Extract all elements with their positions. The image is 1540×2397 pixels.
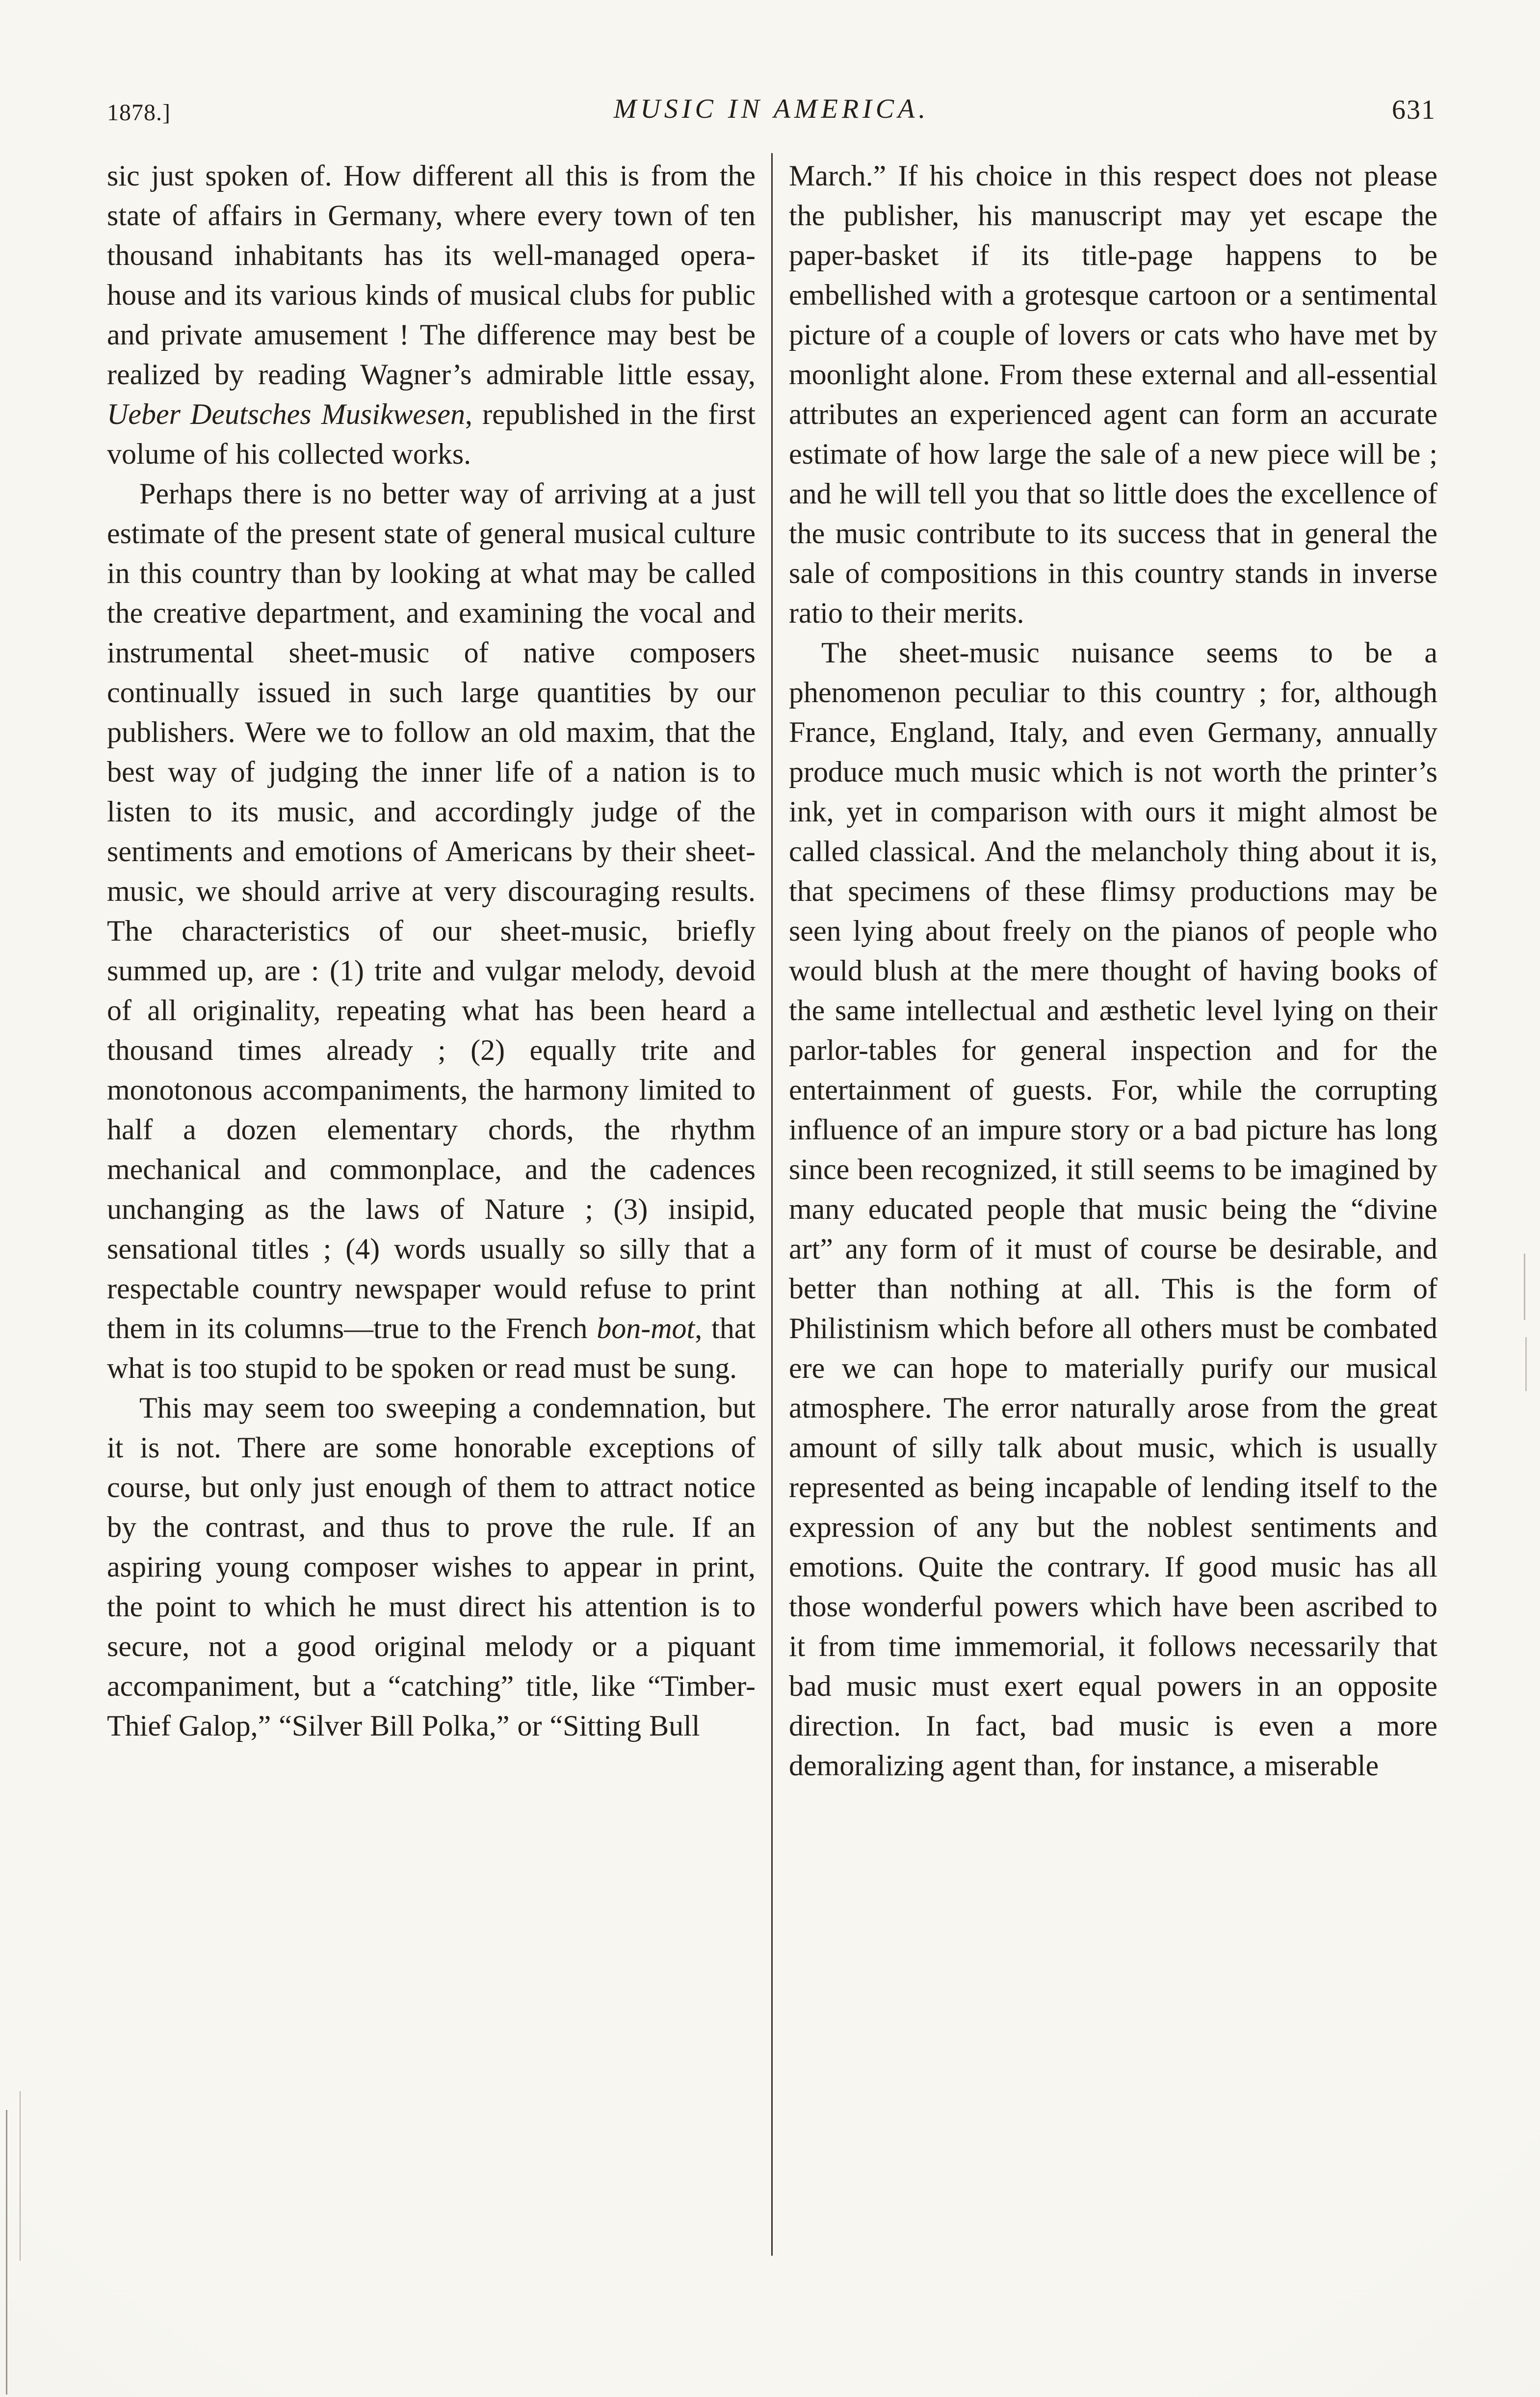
header-year: 1878.] (107, 100, 171, 126)
right-column (789, 156, 1437, 1786)
scan-artifact-left-line (6, 2110, 7, 2395)
page-title: MUSIC IN AMERICA. (613, 94, 930, 124)
scan-artifact-right-mark-2 (1525, 1337, 1527, 1391)
scan-artifact-left-line-2 (20, 2091, 21, 2261)
paragraph (789, 633, 1437, 1786)
scan-artifact-right-mark (1524, 1254, 1525, 1320)
text-run: The sheet-music nuisance seems to be a phenomenon peculiar to this country ; for, although France, England, Italy, and even Germany, annually produce much music which is not worth the printer’s ink, yet in comparison with ours it might almost be called classical. And the melancholy thing about it is, that specimens of these flimsy productions may be seen lying about freely on the pianos of people who would blush at the mere thought of having books of the same intellectual and æsthetic level lying on their parlor-tables for general inspection and for the entertainment of guests. For, while the corrupting influence of an impure story or a bad picture has long since been recognized, it still seems to be imagined by many educated people that music being the “divine art” any form of it must of course be desirable, and better than nothing at all. This is the form of Philistinism which before all others must be combated ere we can hope to materially purify our musical atmosphere. The error naturally arose from the great amount of silly talk about music, which is usually represented as being incapable of lending itself to the expression of any but the noblest sentiments and emotions. Quite the contrary. If good music has all those wonderful powers which have been ascribed to it from time immemorial, it follows necessarily that bad music must exert equal powers in an opposite direction. In fact, bad music is even a more demoralizing agent than, for instance, a miserable (789, 636, 1437, 1782)
text-run: Perhaps there is no better way of arriving at a just estimate of the present state of general musical culture in this country than by looking at what may be called the creative department, and examining the vocal and instrumental sheet-music of native composers continually issued in such large quantities by our publishers. Were we to follow an old maxim, that the best way of judging the inner life of a nation is to listen to its music, and accordingly judge of the sentiments and emotions of Americans by their sheet-music, we should arrive at very discouraging results. The characteristics of our sheet-music, briefly summed up, are : (1) trite and vulgar melody, devoid of all originality, repeating what has been heard a thousand times already ; (2) equally trite and monotonous accompaniments, the harmony limited to half a dozen elementary chords, the rhythm mechanical and commonplace, and the cadences unchanging as the laws of Nature ; (3) insipid, sensational titles ; (4) words usually so silly that a respectable country newspaper would refuse to print them in its columns—true to the French (107, 477, 756, 1344)
paragraph (107, 474, 756, 1388)
column-divider-rule (771, 153, 773, 2256)
paragraph (107, 1388, 756, 1746)
text-run: This may seem too sweeping a condemnation, but it is not. There are some honorable exceptions of course, but only just enough of them to attract notice by the contrast, and thus to prove the rule. If an aspiring young composer wishes to appear in print, the point to which he must direct his attention is to secure, not a good original melody or a piquant accompaniment, but a “catching” title, like “Timber-Thief Galop,” “Silver Bill Polka,” or “Sitting Bull (107, 1392, 756, 1742)
paragraph (789, 156, 1437, 633)
left-column (107, 156, 756, 1746)
paragraph (107, 156, 756, 474)
page-number: 631 (1392, 95, 1436, 125)
italic-text-run: Ueber Deutsches Musikwesen (107, 398, 466, 430)
text-run: , republished in the first volume of his collected works. (107, 398, 756, 470)
text-run: sic just spoken of. How different all this is from the state of affairs in Germany, where every town of ten thousand inhabitants has its well-managed opera-house and its various kinds of musical clubs for public and private amusement ! The difference may best be realized by reading Wagner’s admirable little essay, (107, 159, 756, 391)
running-head (107, 93, 1436, 132)
text-run: , that what is too stupid to be spoken or read must be sung. (107, 1312, 756, 1384)
italic-text-run: bon-mot (597, 1312, 695, 1344)
text-run: March.” If his choice in this respect does not please the publisher, his manuscript may yet escape the paper-basket if its title-page happens to be embellished with a grotesque cartoon or a sentimental picture of a couple of lovers or cats who have met by moonlight alone. From these external and all-essential attributes an experienced agent can form an accurate estimate of how large the sale of a new piece will be ; and he will tell you that so little does the excellence of the music contribute to its success that in general the sale of compositions in this country stands in inverse ratio to their merits. (789, 159, 1437, 629)
